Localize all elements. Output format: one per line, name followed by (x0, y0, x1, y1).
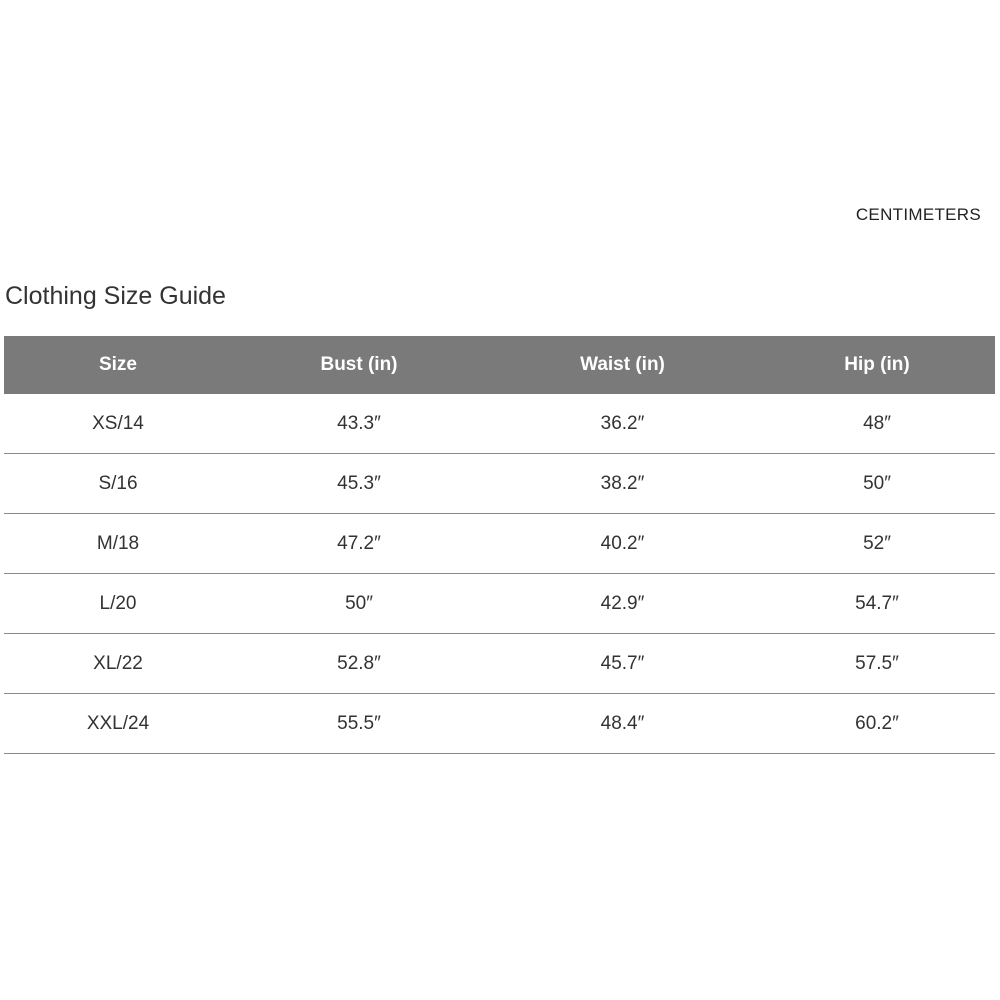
cell-size: L/20 (4, 574, 232, 634)
cell-bust: 45.3″ (232, 454, 486, 514)
cell-waist: 45.7″ (486, 634, 759, 694)
header-waist: Waist (in) (486, 336, 759, 394)
size-chart-table (4, 336, 995, 754)
cell-waist: 40.2″ (486, 514, 759, 574)
cell-size: XS/14 (4, 394, 232, 454)
cell-hip: 50″ (759, 454, 995, 514)
table-row (4, 694, 995, 754)
cell-waist: 42.9″ (486, 574, 759, 634)
table-row (4, 394, 995, 454)
cell-hip: 54.7″ (759, 574, 995, 634)
cell-hip: 60.2″ (759, 694, 995, 754)
table-body (4, 394, 995, 754)
cell-hip: 57.5″ (759, 634, 995, 694)
cell-hip: 52″ (759, 514, 995, 574)
cell-bust: 50″ (232, 574, 486, 634)
cell-bust: 55.5″ (232, 694, 486, 754)
cell-size: S/16 (4, 454, 232, 514)
cell-bust: 47.2″ (232, 514, 486, 574)
table-header (4, 336, 995, 394)
cell-size: XXL/24 (4, 694, 232, 754)
cell-size: M/18 (4, 514, 232, 574)
centimeters-toggle[interactable]: CENTIMETERS (855, 205, 981, 224)
cell-waist: 48.4″ (486, 694, 759, 754)
cell-waist: 38.2″ (486, 454, 759, 514)
table-row (4, 514, 995, 574)
table-row (4, 574, 995, 634)
cell-waist: 36.2″ (486, 394, 759, 454)
header-hip: Hip (in) (759, 336, 995, 394)
header-row (4, 336, 995, 394)
cell-bust: 52.8″ (232, 634, 486, 694)
size-guide-title: Clothing Size Guide (5, 282, 226, 310)
cell-bust: 43.3″ (232, 394, 486, 454)
header-size: Size (4, 336, 232, 394)
table-row (4, 634, 995, 694)
cell-size: XL/22 (4, 634, 232, 694)
cell-hip: 48″ (759, 394, 995, 454)
table-row (4, 454, 995, 514)
header-bust: Bust (in) (232, 336, 486, 394)
